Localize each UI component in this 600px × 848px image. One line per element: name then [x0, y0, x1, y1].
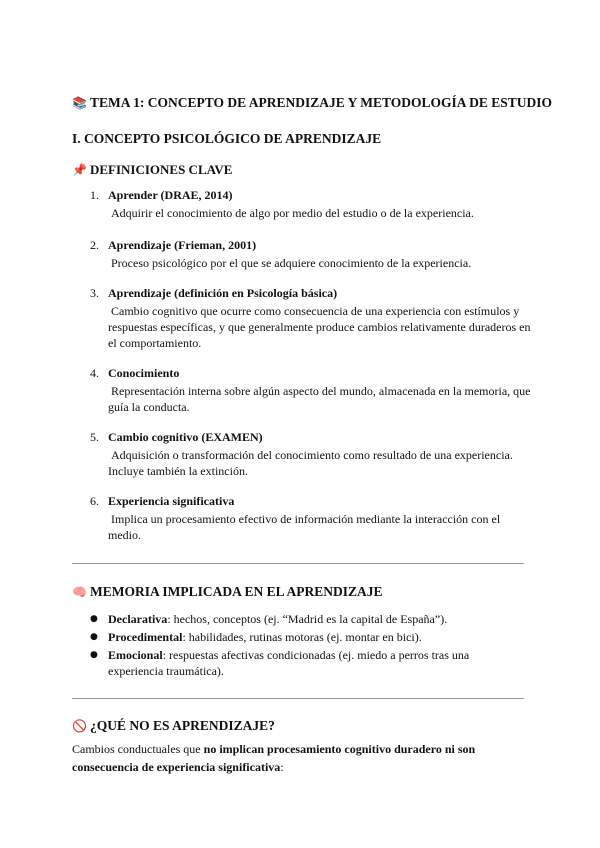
- item-number: 4.: [90, 366, 99, 380]
- definition-desc: Implica un procesamiento efectivo de información mediante la interacción con el medio.: [108, 512, 501, 542]
- section-heading: I. CONCEPTO PSICOLÓGICO DE APRENDIZAJE: [72, 131, 382, 146]
- definition-term: Cambio cognitivo (EXAMEN): [108, 430, 263, 444]
- memory-heading-text: MEMORIA IMPLICADA EN EL APRENDIZAJE: [89, 584, 383, 599]
- memory-term: Declarativa: [108, 612, 168, 626]
- bullet-icon: ●: [90, 614, 98, 624]
- definition-term: Experiencia significativa: [108, 494, 235, 508]
- item-number: 1.: [90, 188, 99, 202]
- item-number: 6.: [90, 494, 99, 508]
- not-learning-heading-text: ¿QUÉ NO ES APRENDIZAJE?: [89, 718, 275, 733]
- document-title: [72, 95, 552, 111]
- memory-list: [72, 611, 524, 681]
- memory-desc: : hechos, conceptos (ej. “Madrid es la capital de España”).: [167, 612, 448, 626]
- not-learning-heading: [72, 718, 275, 734]
- item-number: 2.: [90, 238, 99, 252]
- books-icon: 📚: [72, 96, 87, 110]
- memory-desc: : habilidades, rutinas motoras (ej. montar en bici).: [182, 630, 422, 644]
- definition-desc: Proceso psicológico por el que se adquiere conocimiento de la experiencia.: [111, 256, 472, 270]
- definition-term: Conocimiento: [108, 366, 180, 380]
- memory-item: [72, 611, 524, 627]
- definition-term: Aprendizaje (definición en Psicología básica): [108, 286, 338, 300]
- para-start: Cambios conductuales que: [72, 742, 204, 756]
- item-number: 3.: [90, 286, 99, 300]
- memory-heading: [72, 584, 382, 600]
- brain-icon: 🧠: [72, 585, 87, 599]
- memory-desc: : respuestas afectivas condicionadas (ej. miedo a perros tras una experiencia traumática).: [108, 648, 470, 678]
- definition-term: Aprendizaje (Frieman, 2001): [108, 238, 257, 252]
- item-number: 5.: [90, 430, 99, 444]
- divider: [72, 563, 524, 564]
- definition-desc: Adquirir el conocimiento de algo por medio del estudio o de la experiencia.: [111, 206, 474, 220]
- pushpin-icon: 📌: [72, 163, 87, 177]
- memory-term: Emocional: [108, 648, 163, 662]
- definition-desc: Representación interna sobre algún aspecto del mundo, almacenada en la memoria, que guía la conducta.: [108, 384, 531, 414]
- memory-term: Procedimental: [108, 630, 183, 644]
- title-text: TEMA 1: CONCEPTO DE APRENDIZAJE Y METODOLOGÍA DE ESTUDIO: [89, 95, 553, 110]
- memory-item: [72, 629, 524, 645]
- definitions-heading: [72, 162, 232, 178]
- bullet-icon: ●: [90, 632, 98, 642]
- divider: [72, 698, 524, 699]
- definition-desc: Adquisición o transformación del conocimiento como resultado de una experiencia. Incluye también la extinción.: [108, 448, 513, 478]
- prohibited-icon: 🚫: [72, 719, 87, 733]
- para-end: :: [280, 760, 284, 774]
- definitions-heading-text: DEFINICIONES CLAVE: [89, 162, 233, 177]
- not-learning-paragraph: [72, 740, 524, 776]
- memory-item: [72, 647, 524, 679]
- definition-desc: Cambio cognitivo que ocurre como consecuencia de una experiencia con estímulos y respuestas específicas, y que generalmente produce cambios relativamente duraderos en el comportamiento.: [108, 304, 531, 350]
- definition-term: Aprender (DRAE, 2014): [108, 188, 233, 202]
- para-bold: no implican procesamiento cognitivo duradero ni son consecuencia de experiencia significativa: [72, 742, 476, 774]
- bullet-icon: ●: [90, 650, 98, 660]
